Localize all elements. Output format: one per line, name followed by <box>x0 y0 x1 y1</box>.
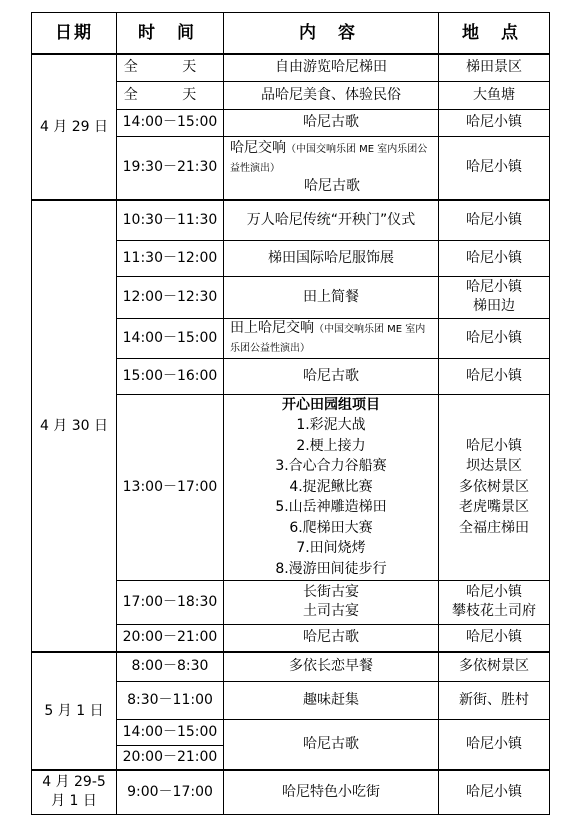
location-cell: 哈尼小镇 <box>439 358 550 394</box>
content-line: 长街古宴 <box>303 584 359 600</box>
time-cell: 19:30－21:30 <box>117 136 224 200</box>
list-item: 7.田间烧烤 <box>296 540 366 557</box>
table-row <box>32 200 550 240</box>
content-cell <box>224 136 439 200</box>
list-item: 8.漫游田间徒步行 <box>275 560 387 577</box>
list-item: 3.合心合力谷船赛 <box>275 458 387 475</box>
list-item: 1.彩泥大战 <box>296 417 366 434</box>
content-cell: 多依长恋早餐 <box>224 652 439 681</box>
content-cell <box>224 394 439 580</box>
content-cell: 品哈尼美食、体验民俗 <box>224 81 439 109</box>
content-note: （中国交响乐团 ME 室内乐团公益性演出） <box>230 144 428 175</box>
list-item: 6.爬梯田大赛 <box>289 519 373 536</box>
time-cell: 13:00－17:00 <box>117 394 224 580</box>
location-cell: 哈尼小镇 <box>439 719 550 770</box>
header-time: 时 间 <box>117 13 224 55</box>
content-cell <box>224 580 439 624</box>
content-cell: 哈尼古歌 <box>224 358 439 394</box>
location-line: 老虎嘴景区 <box>459 499 529 516</box>
time-cell: 8:30－11:00 <box>117 681 224 719</box>
time-cell: 14:00－15:00 <box>117 719 224 745</box>
time-cell: 15:00－16:00 <box>117 358 224 394</box>
content-extra: 哈尼古歌 <box>304 178 360 195</box>
date-cell <box>32 770 117 814</box>
location-cell: 新街、胜村 <box>439 681 550 719</box>
list-item: 4.捉泥鳅比赛 <box>289 478 373 495</box>
time-cell: 10:30－11:30 <box>117 200 224 240</box>
header-content: 内 容 <box>224 13 439 55</box>
time-cell: 8:00－8:30 <box>117 652 224 681</box>
time-cell: 20:00－21:00 <box>117 624 224 652</box>
content-note: （中国交响乐团 ME 室内乐团公益性演出） <box>230 324 426 354</box>
date-cell: 4 月 30 日 <box>32 200 117 652</box>
date-line: 月 1 日 <box>51 793 97 810</box>
header-location: 地 点 <box>439 13 550 55</box>
time-cell: 11:30－12:00 <box>117 240 224 276</box>
content-cell: 田上简餐 <box>224 276 439 318</box>
location-cell: 哈尼小镇 <box>439 200 550 240</box>
content-cell: 趣味赶集 <box>224 681 439 719</box>
location-cell <box>439 394 550 580</box>
content-line: 土司古宴 <box>303 603 359 619</box>
header-row <box>32 13 550 55</box>
time-cell: 17:00－18:30 <box>117 580 224 624</box>
time-cell: 14:00－15:00 <box>117 318 224 358</box>
location-line: 攀枝花土司府 <box>452 603 536 619</box>
location-cell: 哈尼小镇 <box>439 318 550 358</box>
time-cell: 全 天 <box>117 81 224 109</box>
location-cell: 哈尼小镇 <box>439 624 550 652</box>
content-cell <box>224 318 439 358</box>
table-row <box>32 652 550 681</box>
location-cell: 哈尼小镇 <box>439 240 550 276</box>
table-row <box>32 54 550 81</box>
time-cell: 12:00－12:30 <box>117 276 224 318</box>
content-cell: 哈尼古歌 <box>224 109 439 136</box>
location-line: 哈尼小镇 <box>466 584 522 600</box>
location-line: 坝达景区 <box>466 458 522 475</box>
group-title: 开心田园组项目 <box>282 396 380 413</box>
time-cell: 14:00－15:00 <box>117 109 224 136</box>
location-line: 哈尼小镇 <box>466 437 522 454</box>
content-title: 田上哈尼交响 <box>230 320 314 336</box>
location-cell: 哈尼小镇 <box>439 770 550 814</box>
list-item: 5.山岳神雕造梯田 <box>275 499 387 516</box>
location-cell: 哈尼小镇 <box>439 136 550 200</box>
location-cell: 梯田景区 <box>439 54 550 81</box>
content-cell: 自由游览哈尼梯田 <box>224 54 439 81</box>
content-title: 哈尼交响 <box>230 140 286 157</box>
location-line: 哈尼小镇 <box>466 279 522 295</box>
location-cell: 哈尼小镇 <box>439 109 550 136</box>
location-cell <box>439 276 550 318</box>
list-item: 2.梗上接力 <box>296 437 366 454</box>
content-cell: 哈尼古歌 <box>224 719 439 770</box>
date-cell: 4 月 29 日 <box>32 54 117 200</box>
content-cell: 梯田国际哈尼服饰展 <box>224 240 439 276</box>
location-cell: 多依树景区 <box>439 652 550 681</box>
location-cell: 大鱼塘 <box>439 81 550 109</box>
content-cell: 哈尼特色小吃街 <box>224 770 439 814</box>
header-date: 日期 <box>32 13 117 55</box>
schedule-table <box>31 12 550 815</box>
time-cell: 9:00－17:00 <box>117 770 224 814</box>
location-line: 梯田边 <box>473 298 515 314</box>
time-cell: 全 天 <box>117 54 224 81</box>
location-cell <box>439 580 550 624</box>
date-cell: 5 月 1 日 <box>32 652 117 770</box>
location-line: 全福庄梯田 <box>459 519 529 536</box>
time-cell: 20:00－21:00 <box>117 745 224 770</box>
content-cell: 哈尼古歌 <box>224 624 439 652</box>
date-line: 4 月 29-5 <box>42 774 106 791</box>
location-line: 多依树景区 <box>459 478 529 495</box>
table-row <box>32 770 550 814</box>
content-cell: 万人哈尼传统“开秧门”仪式 <box>224 200 439 240</box>
